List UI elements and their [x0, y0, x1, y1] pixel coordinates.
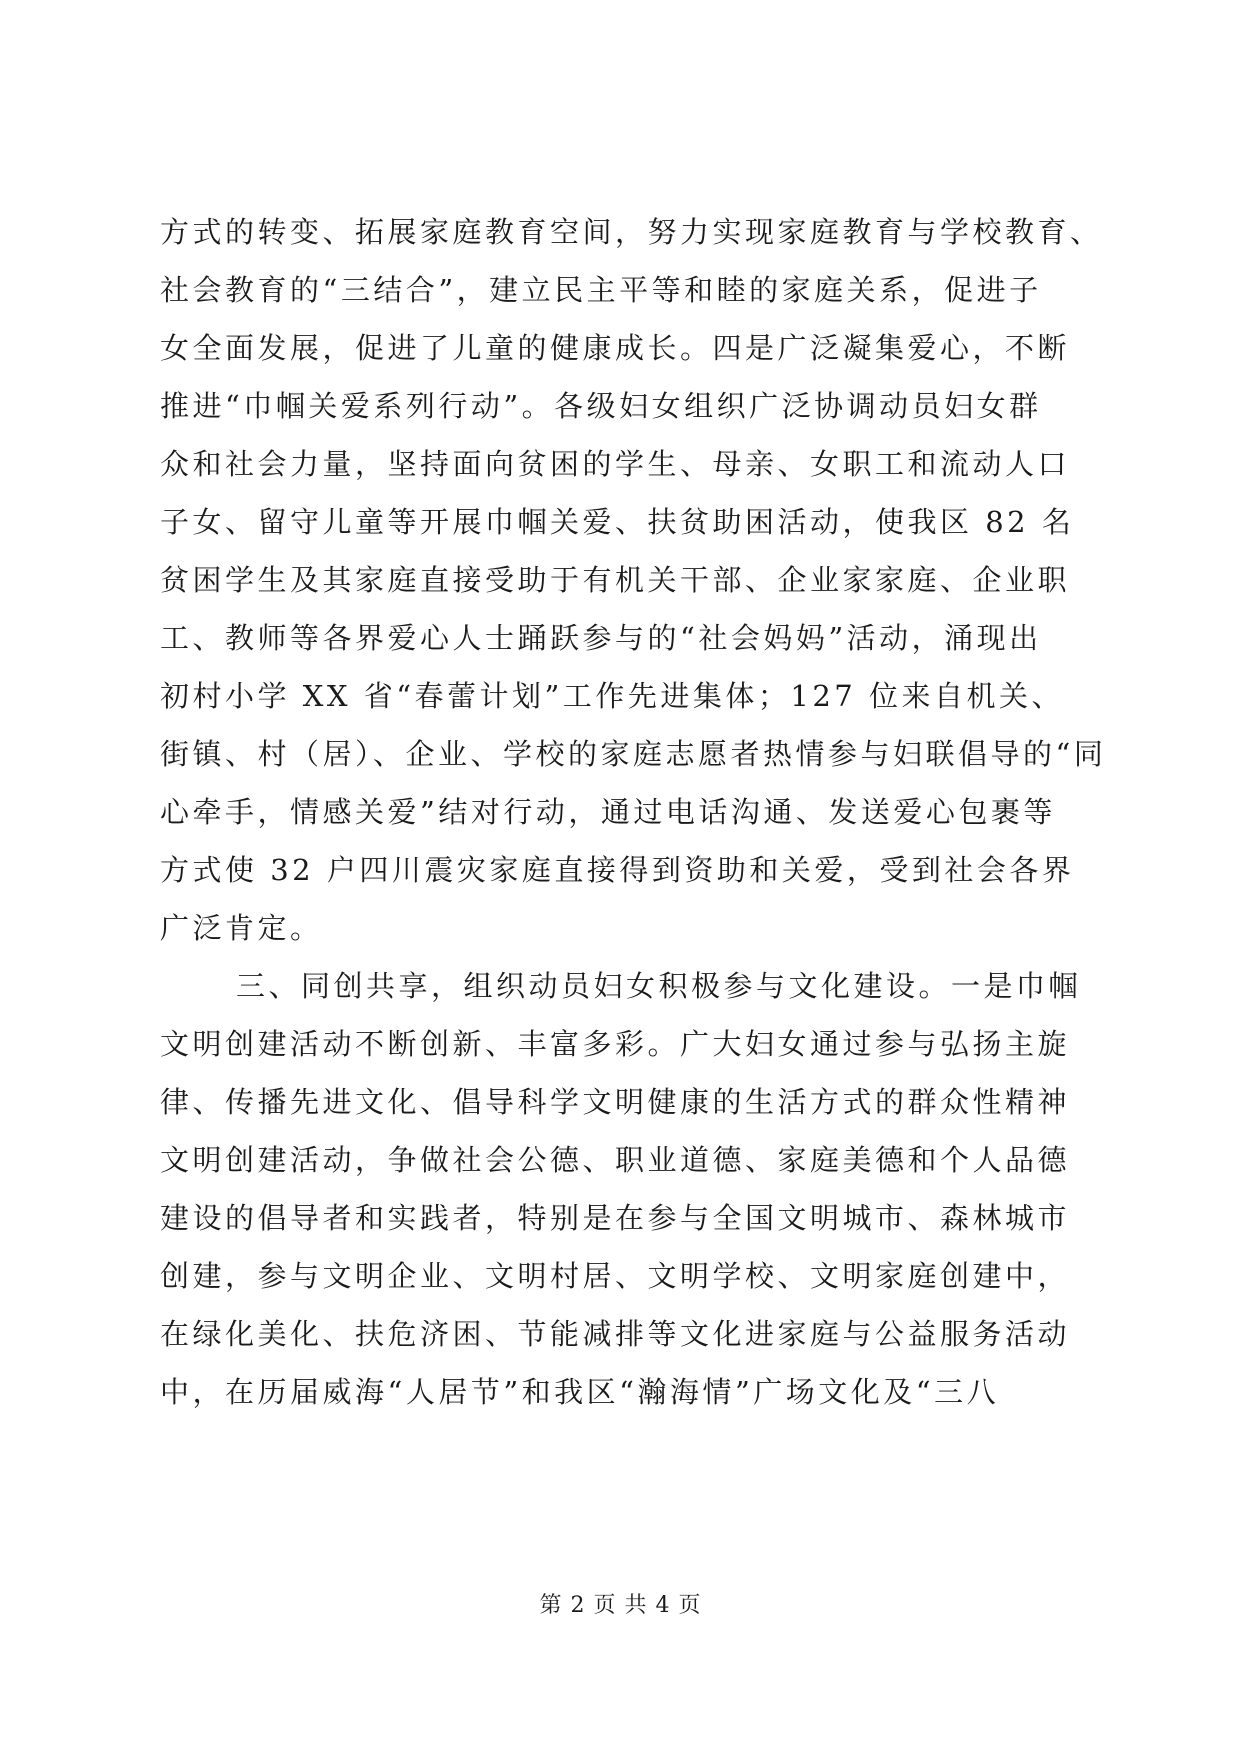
text-line: 贫困学生及其家庭直接受助于有机关干部、企业家家庭、企业职: [160, 563, 1071, 597]
text-line: 推进“巾帼关爱系列行动”。各级妇女组织广泛协调动员妇女群: [160, 389, 1042, 423]
text-line: 文明创建活动，争做社会公德、职业道德、家庭美德和个人品德: [160, 1143, 1071, 1177]
text-line: 在绿化美化、扶危济困、节能减排等文化进家庭与公益服务活动: [160, 1317, 1071, 1351]
text-line: 中，在历届威海“人居节”和我区“瀚海情”广场文化及“三八: [160, 1375, 1000, 1409]
text-line: 女全面发展，促进了儿童的健康成长。四是广泛凝集爱心，不断: [160, 331, 1071, 365]
text-line: 街镇、村（居）、企业、学校的家庭志愿者热情参与妇联倡导的“同: [160, 737, 1107, 771]
text-line: 广泛肯定。: [160, 911, 323, 945]
text-line: 子女、留守儿童等开展巾帼关爱、扶贫助困活动，使我区 82 名: [160, 505, 1075, 539]
paragraph-start-line: 三、同创共享，组织动员妇女积极参与文化建设。一是巾帼: [236, 969, 1082, 1003]
text-line: 建设的倡导者和实践者，特别是在参与全国文明城市、森林城市: [160, 1201, 1071, 1235]
text-line: 创建，参与文明企业、文明村居、文明学校、文明家庭创建中，: [160, 1259, 1071, 1293]
document-body: [160, 203, 1107, 1421]
text-line: 工、教师等各界爱心人士踊跃参与的“社会妈妈”活动，涌现出: [160, 621, 1042, 655]
text-line: 方式的转变、拓展家庭教育空间，努力实现家庭教育与学校教育、: [160, 215, 1103, 249]
page-footer: 第 2 页 共 4 页: [539, 1593, 702, 1618]
text-line: 律、传播先进文化、倡导科学文明健康的生活方式的群众性精神: [160, 1085, 1071, 1119]
text-line: 心牵手，情感关爱”结对行动，通过电话沟通、发送爱心包裹等: [160, 795, 1056, 829]
text-line: 初村小学 XX 省“春蕾计划”工作先进集体；127 位来自机关、: [160, 679, 1064, 713]
text-line: 众和社会力量，坚持面向贫困的学生、母亲、女职工和流动人口: [160, 447, 1071, 481]
text-line: 社会教育的“三结合”，建立民主平等和睦的家庭关系，促进子: [160, 273, 1042, 307]
text-line: 方式使 32 户四川震灾家庭直接得到资助和关爱，受到社会各界: [160, 853, 1075, 887]
text-line: 文明创建活动不断创新、丰富多彩。广大妇女通过参与弘扬主旋: [160, 1027, 1071, 1061]
